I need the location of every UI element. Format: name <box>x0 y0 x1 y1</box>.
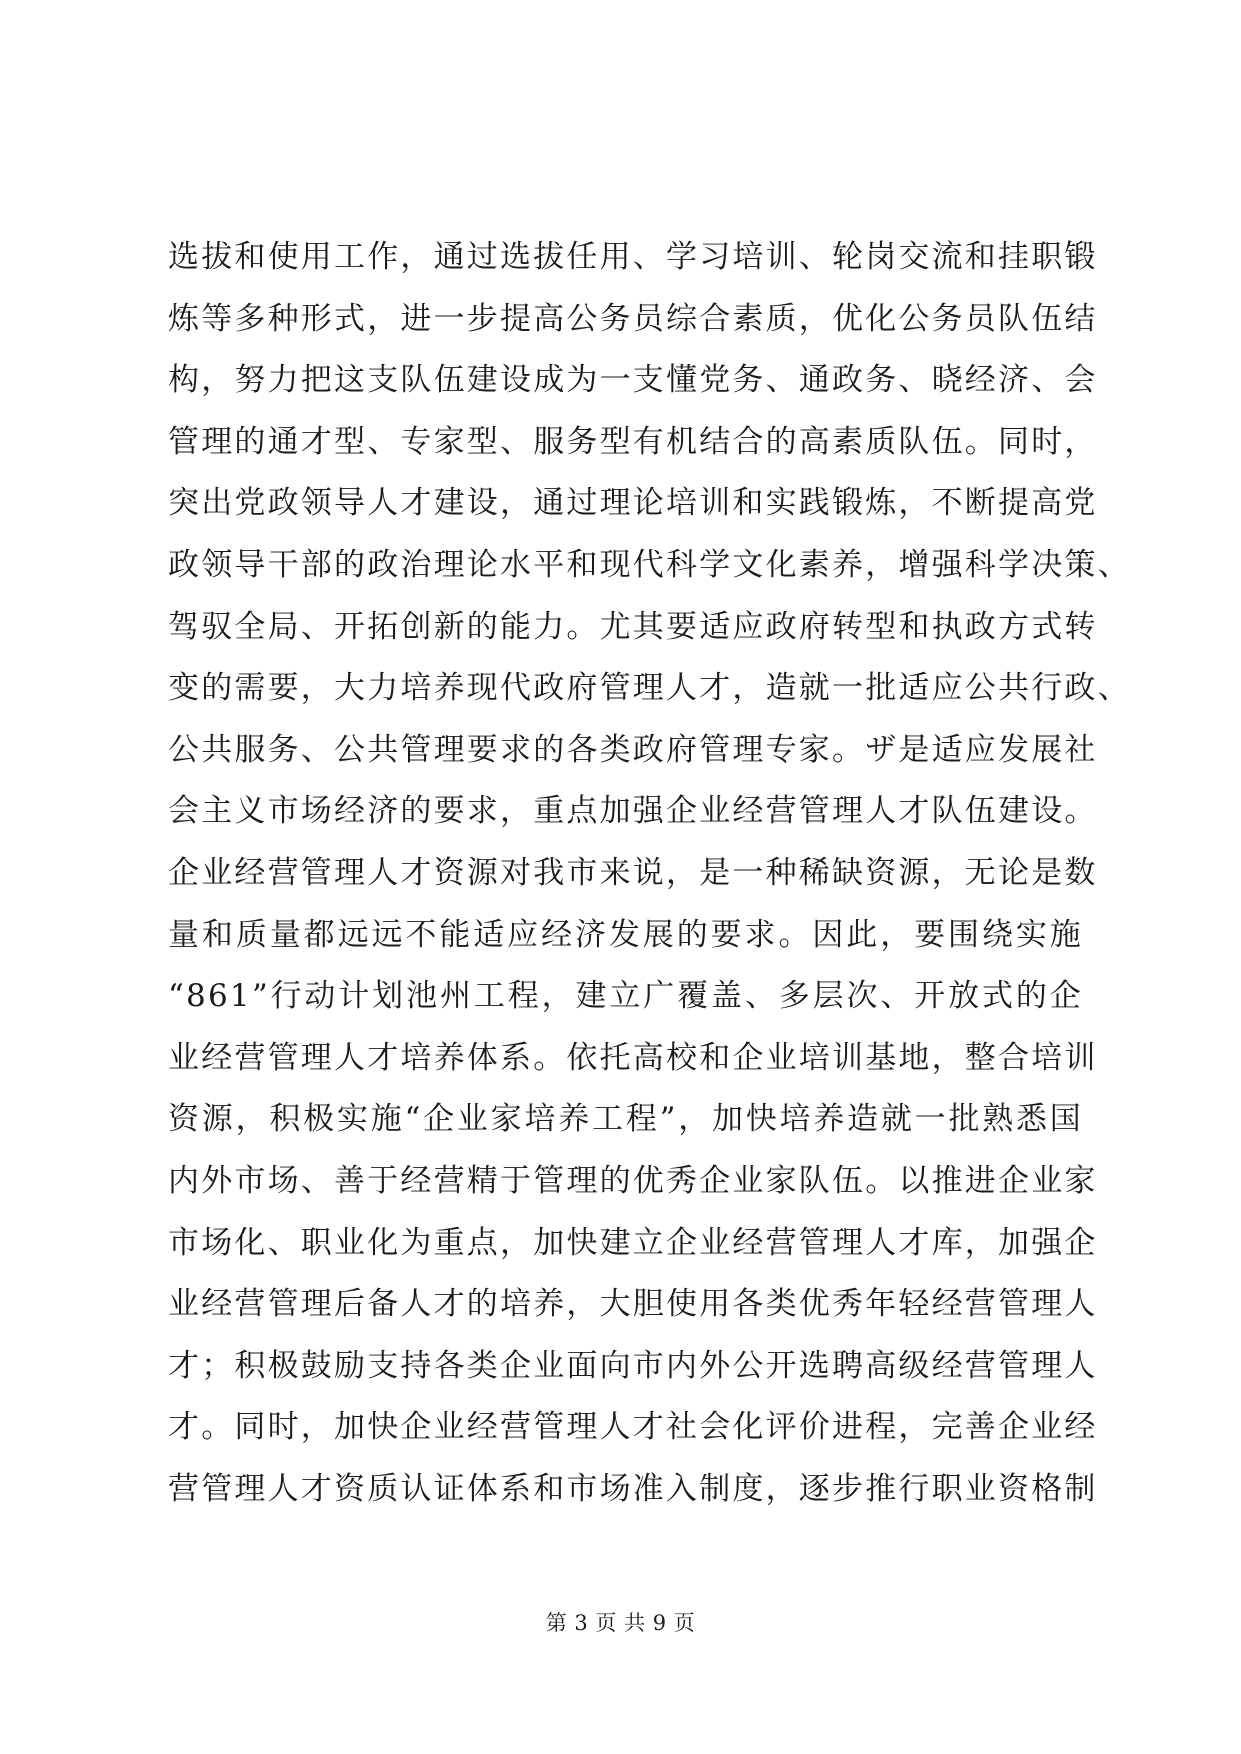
text-line: 营管理人才资质认证体系和市场准入制度，逐步推行职业资格制 <box>168 1470 1098 1507</box>
text-line: 变的需要，大力培养现代政府管理人才，造就一批适应公共行政、 <box>168 670 1131 707</box>
text-line: 管理的通才型、专家型、服务型有机结合的高素质队伍。同时， <box>168 423 1098 460</box>
body-text <box>168 227 1131 1520</box>
text-line: 企业经营管理人才资源对我市来说，是一种稀缺资源，无论是数 <box>168 854 1098 891</box>
text-line: 才；积极鼓励支持各类企业面向市内外公开选聘高级经营管理人 <box>168 1347 1098 1384</box>
text-line: 会主义市场经济的要求，重点加强企业经营管理人才队伍建设。 <box>168 793 1098 830</box>
text-line: 公共服务、公共管理要求的各类政府管理专家。ザ是适应发展社 <box>168 731 1098 768</box>
text-line: 构，努力把这支队伍建设成为一支懂党务、通政务、晓经济、会 <box>168 362 1098 399</box>
text-line: 内外市场、善于经营精于管理的优秀企业家队伍。以推进企业家 <box>168 1162 1098 1199</box>
text-line: “861”行动计划池州工程，建立广覆盖、多层次、开放式的企 <box>168 978 1083 1015</box>
text-line: 业经营管理人才培养体系。依托高校和企业培训基地，整合培训 <box>168 1039 1098 1076</box>
text-line: 选拔和使用工作，通过选拔任用、学习培训、轮岗交流和挂职锻 <box>168 239 1098 275</box>
text-line: 资源，积极实施“企业家培养工程”，加快培养造就一批熟悉国 <box>168 1101 1083 1138</box>
text-line: 政领导干部的政治理论水平和现代科学文化素养，增强科学决策、 <box>168 546 1131 583</box>
text-line: 量和质量都远远不能适应经济发展的要求。因此，要围绕实施 <box>168 916 1083 953</box>
text-line: 炼等多种形式，进一步提高公务员综合素质，优化公务员队伍结 <box>168 300 1098 337</box>
text-line: 市场化、职业化为重点，加快建立企业经营管理人才库，加强企 <box>168 1224 1098 1261</box>
page-number-footer: 第 3 页 共 9 页 <box>545 1611 696 1635</box>
text-line: 突出党政领导人才建设，通过理论培训和实践锻炼，不断提高党 <box>168 485 1098 522</box>
text-line: 才。同时，加快企业经营管理人才社会化评价进程，完善企业经 <box>168 1409 1098 1446</box>
text-line: 驾驭全局、开拓创新的能力。尤其要适应政府转型和执政方式转 <box>168 608 1098 645</box>
text-line: 业经营管理后备人才的培养，大胆使用各类优秀年轻经营管理人 <box>168 1286 1098 1323</box>
